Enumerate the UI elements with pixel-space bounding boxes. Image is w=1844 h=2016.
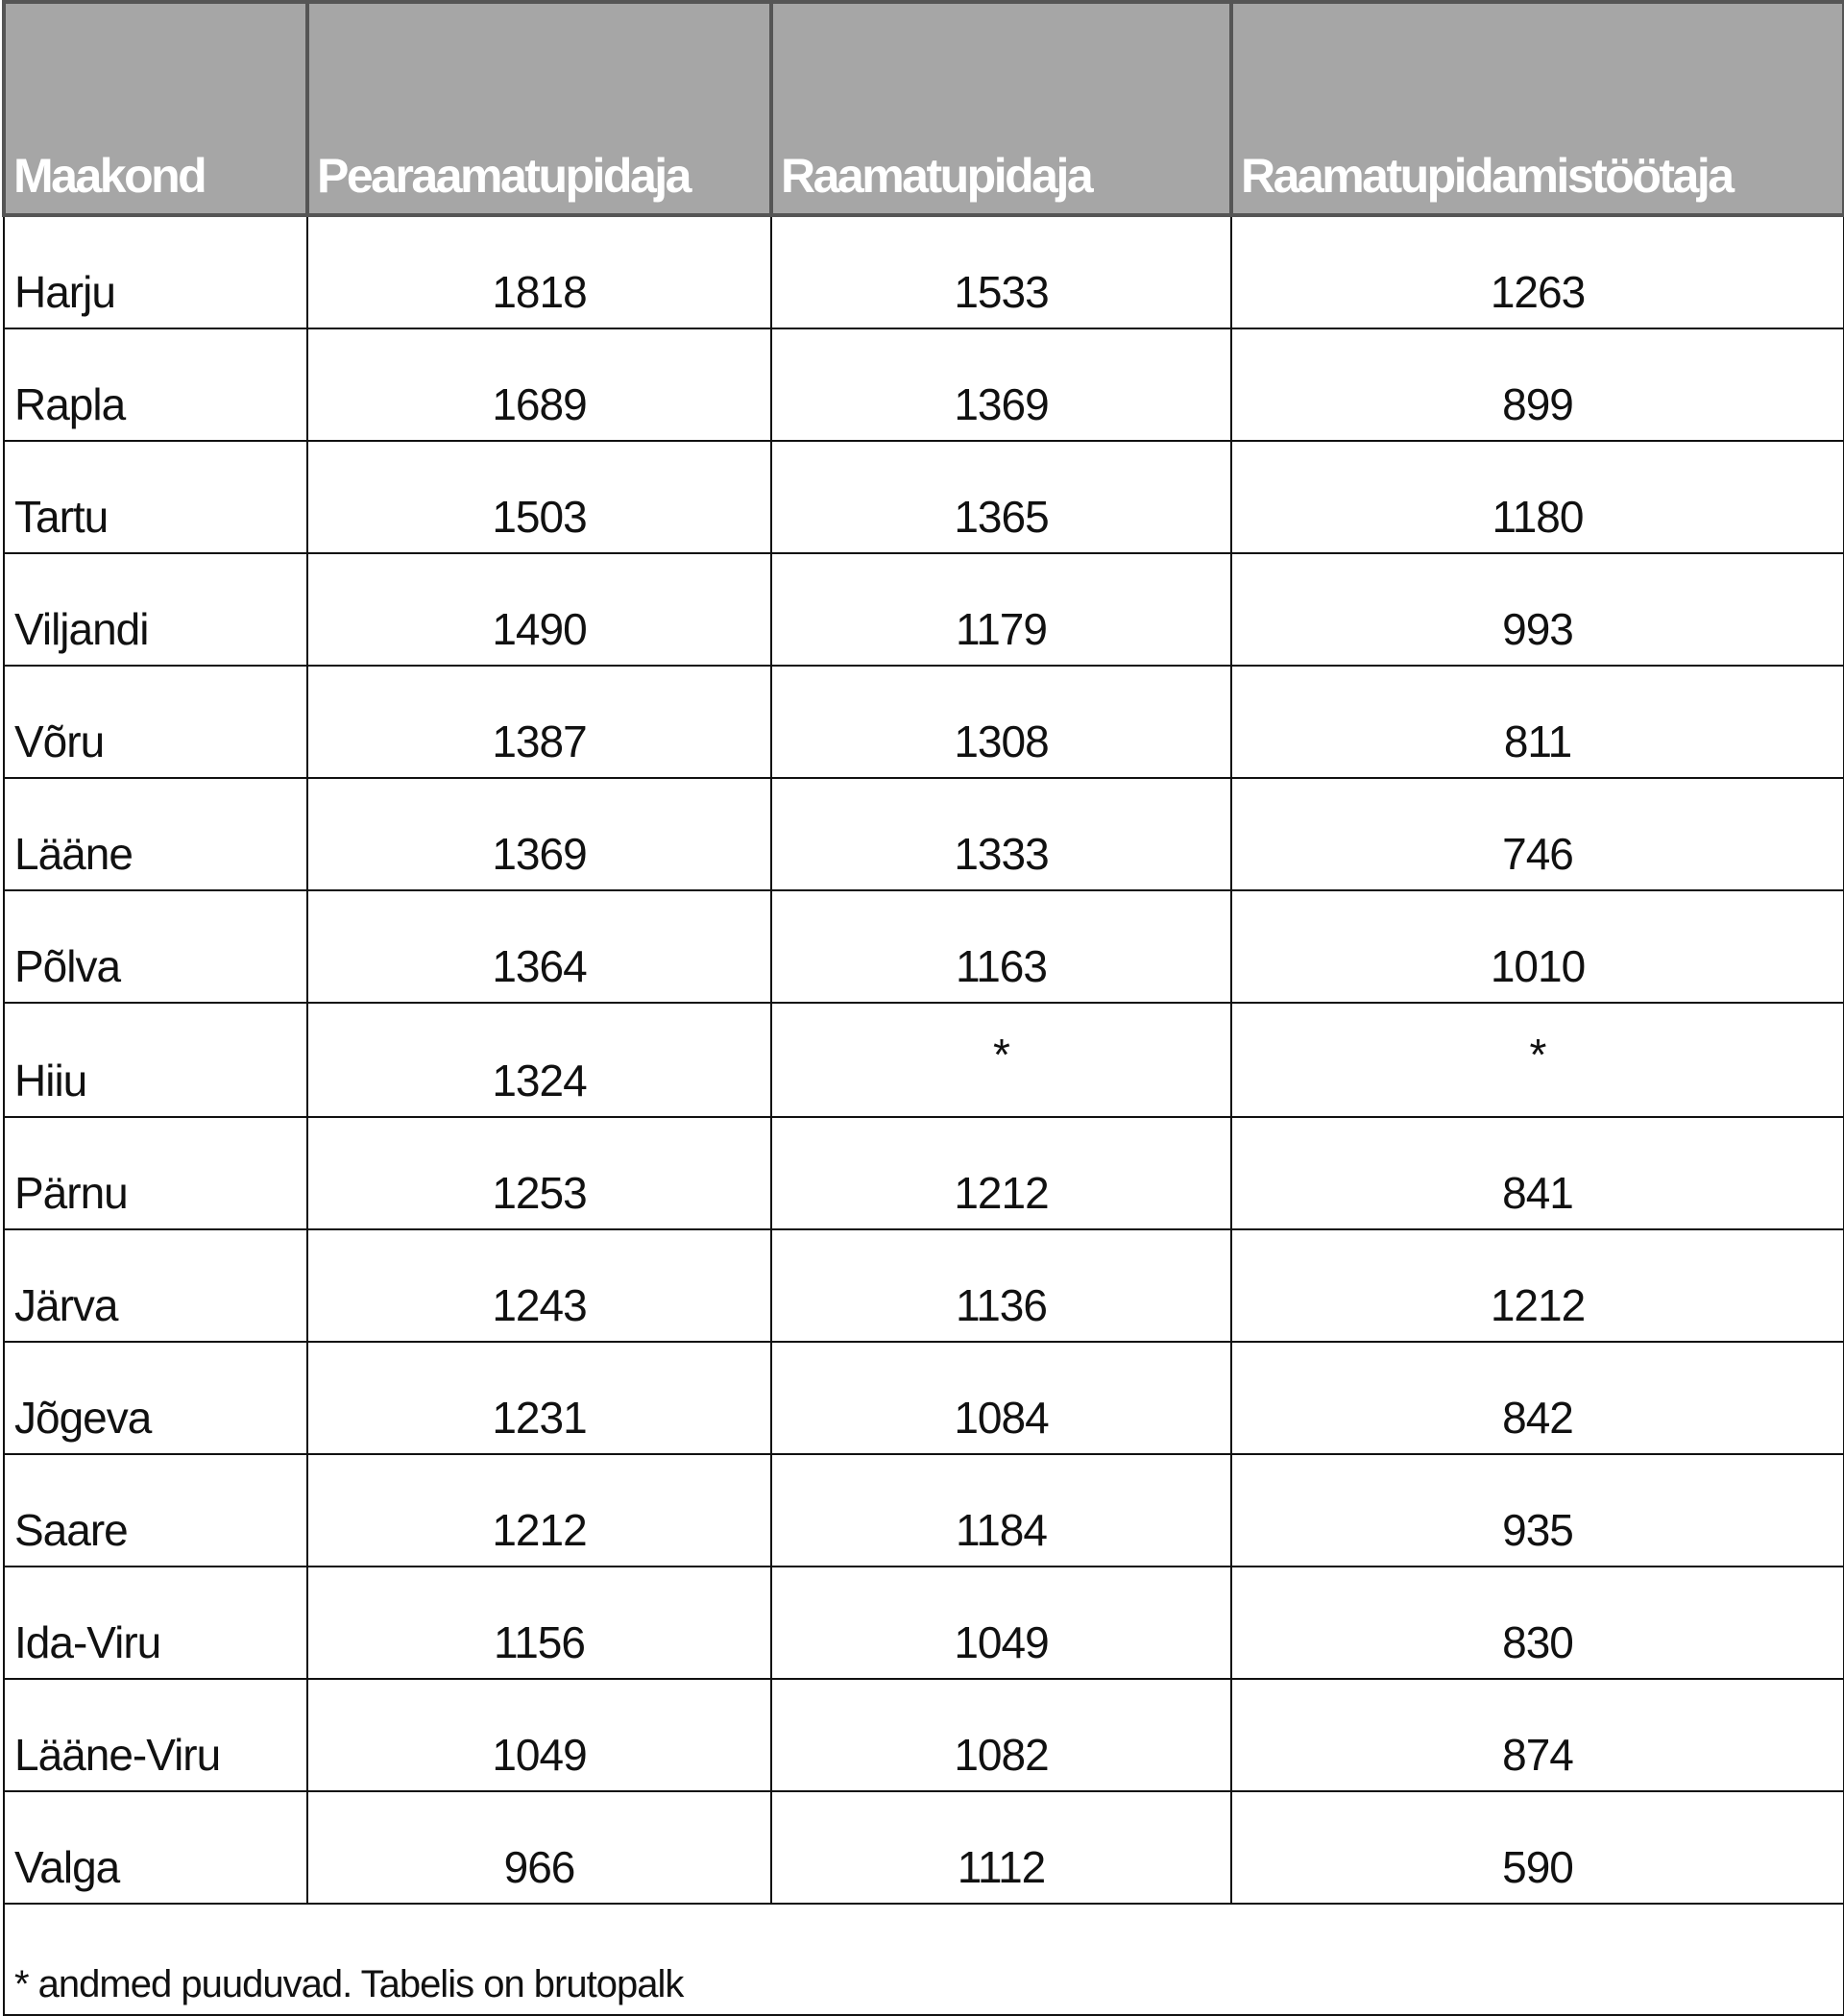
salary-cell: 1212: [771, 1117, 1231, 1229]
salary-cell: 746: [1231, 778, 1844, 890]
table-row: [4, 441, 1844, 553]
county-cell: Põlva: [4, 890, 307, 1003]
salary-table: [2, 0, 1844, 2016]
county-cell: Lääne: [4, 778, 307, 890]
salary-cell: 1112: [771, 1791, 1231, 1904]
salary-cell: 1365: [771, 441, 1231, 553]
county-cell: Valga: [4, 1791, 307, 1904]
salary-cell: 841: [1231, 1117, 1844, 1229]
salary-cell: 1689: [307, 328, 771, 441]
salary-cell: 1533: [771, 215, 1231, 328]
salary-cell: 1010: [1231, 890, 1844, 1003]
county-cell: Hiiu: [4, 1003, 307, 1117]
header-maakond: Maakond: [4, 2, 307, 215]
salary-cell: 874: [1231, 1679, 1844, 1791]
salary-cell: 1308: [771, 666, 1231, 778]
header-raamatupidaja: Raamatupidaja: [771, 2, 1231, 215]
salary-cell: 1136: [771, 1229, 1231, 1342]
salary-cell: 811: [1231, 666, 1844, 778]
salary-cell: 966: [307, 1791, 771, 1904]
county-cell: Võru: [4, 666, 307, 778]
table-row: [4, 1003, 1844, 1117]
salary-cell: 1049: [771, 1567, 1231, 1679]
footnote: * andmed puuduvad. Tabelis on brutopalk: [4, 1904, 1844, 2015]
table-row: [4, 666, 1844, 778]
table-row: [4, 328, 1844, 441]
county-cell: Ida-Viru: [4, 1567, 307, 1679]
salary-cell: 1212: [1231, 1229, 1844, 1342]
county-cell: Rapla: [4, 328, 307, 441]
county-cell: Jõgeva: [4, 1342, 307, 1454]
county-cell: Järva: [4, 1229, 307, 1342]
salary-cell: 899: [1231, 328, 1844, 441]
salary-cell: 935: [1231, 1454, 1844, 1567]
county-cell: Lääne-Viru: [4, 1679, 307, 1791]
salary-cell: *: [771, 1003, 1231, 1117]
county-cell: Harju: [4, 215, 307, 328]
salary-cell: 1163: [771, 890, 1231, 1003]
salary-cell: 1818: [307, 215, 771, 328]
header-pearaamatupidaja: Pearaamatupidaja: [307, 2, 771, 215]
table-row: [4, 553, 1844, 666]
footnote-row: [4, 1904, 1844, 2015]
salary-cell: 1156: [307, 1567, 771, 1679]
table-row: [4, 215, 1844, 328]
salary-cell: 1503: [307, 441, 771, 553]
header-raamatupidamistootaja: Raamatupidamistöötaja: [1231, 2, 1844, 215]
salary-cell: 1231: [307, 1342, 771, 1454]
table-row: [4, 1679, 1844, 1791]
county-cell: Pärnu: [4, 1117, 307, 1229]
salary-cell: 993: [1231, 553, 1844, 666]
salary-cell: 1049: [307, 1679, 771, 1791]
salary-cell: 1084: [771, 1342, 1231, 1454]
salary-cell: 1369: [307, 778, 771, 890]
salary-cell: 1263: [1231, 215, 1844, 328]
table-row: [4, 1454, 1844, 1567]
county-cell: Viljandi: [4, 553, 307, 666]
salary-cell: 1243: [307, 1229, 771, 1342]
table-row: [4, 778, 1844, 890]
salary-cell: 1212: [307, 1454, 771, 1567]
salary-cell: *: [1231, 1003, 1844, 1117]
header-row: [4, 2, 1844, 215]
salary-cell: 1369: [771, 328, 1231, 441]
table-row: [4, 1791, 1844, 1904]
salary-cell: 1324: [307, 1003, 771, 1117]
salary-cell: 1082: [771, 1679, 1231, 1791]
table-row: [4, 890, 1844, 1003]
salary-cell: 1253: [307, 1117, 771, 1229]
salary-cell: 1179: [771, 553, 1231, 666]
salary-cell: 842: [1231, 1342, 1844, 1454]
table-row: [4, 1229, 1844, 1342]
county-cell: Tartu: [4, 441, 307, 553]
salary-cell: 1364: [307, 890, 771, 1003]
salary-cell: 1490: [307, 553, 771, 666]
table-row: [4, 1117, 1844, 1229]
salary-cell: 1180: [1231, 441, 1844, 553]
table-row: [4, 1342, 1844, 1454]
table-row: [4, 1567, 1844, 1679]
county-cell: Saare: [4, 1454, 307, 1567]
salary-cell: 590: [1231, 1791, 1844, 1904]
salary-cell: 1184: [771, 1454, 1231, 1567]
salary-cell: 1387: [307, 666, 771, 778]
salary-cell: 1333: [771, 778, 1231, 890]
salary-cell: 830: [1231, 1567, 1844, 1679]
